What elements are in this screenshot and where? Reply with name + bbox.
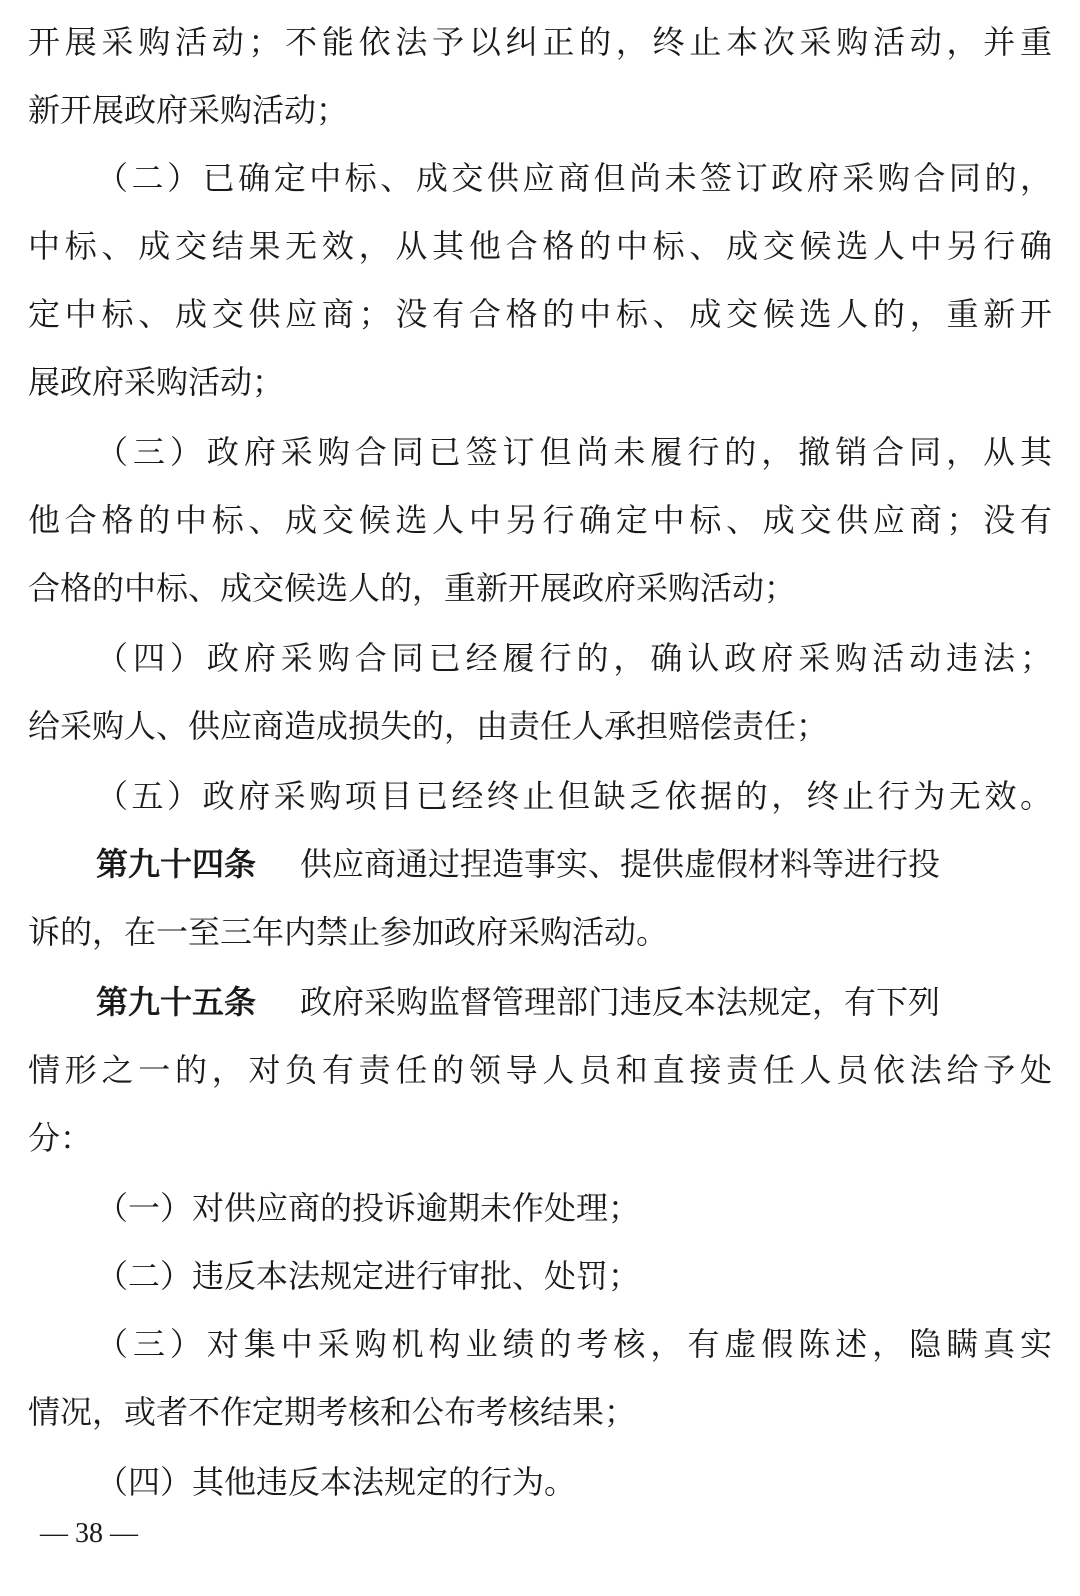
- text-line: 定中标、成交供应商；没有合格的中标、成交候选人的，重新开: [28, 295, 1052, 333]
- text-line: 情况，或者不作定期考核和公布考核结果；: [28, 1393, 637, 1431]
- text-line: 新开展政府采购活动；: [28, 91, 349, 129]
- article-95-line: [28, 968, 1052, 1036]
- text-line: （二）已确定中标、成交供应商但尚未签订政府采购合同的，: [96, 159, 1052, 197]
- page-number: — 38 —: [40, 1518, 138, 1549]
- text-line: （四）其他违反本法规定的行为。: [96, 1463, 577, 1501]
- article-heading: 第九十四条: [96, 845, 257, 883]
- text-line: （五）政府采购项目已经终止但缺乏依据的，终止行为无效。: [96, 777, 1052, 815]
- text-line: 合格的中标、成交候选人的，重新开展政府采购活动；: [28, 569, 797, 607]
- text-line: 给采购人、供应商造成损失的，由责任人承担赔偿责任；: [28, 707, 829, 745]
- text-line: （一）对供应商的投诉逾期未作处理；: [96, 1189, 641, 1227]
- article-text: 政府采购监督管理部门违反本法规定，有下列: [300, 983, 941, 1021]
- text-line: （四）政府采购合同已经履行的，确认政府采购活动违法；: [96, 639, 1052, 677]
- article-heading: 第九十五条: [96, 983, 257, 1021]
- text-line: （二）违反本法规定进行审批、处罚；: [96, 1257, 641, 1295]
- text-line: 开展采购活动；不能依法予以纠正的，终止本次采购活动，并重: [28, 23, 1052, 61]
- text-line: 中标、成交结果无效，从其他合格的中标、成交候选人中另行确: [28, 227, 1052, 265]
- text-line: 诉的，在一至三年内禁止参加政府采购活动。: [28, 913, 669, 951]
- article-94-line: [28, 830, 1052, 898]
- text-line: 情形之一的，对负有责任的领导人员和直接责任人员依法给予处: [28, 1051, 1052, 1089]
- text-line: 分：: [28, 1119, 93, 1157]
- text-line: （三）对集中采购机构业绩的考核，有虚假陈述，隐瞒真实: [96, 1325, 1052, 1363]
- text-line: 展政府采购活动；: [28, 363, 285, 401]
- text-line: （三）政府采购合同已签订但尚未履行的，撤销合同，从其: [96, 433, 1052, 471]
- text-line: 他合格的中标、成交候选人中另行确定中标、成交供应商；没有: [28, 501, 1052, 539]
- article-text: 供应商通过捏造事实、提供虚假材料等进行投: [300, 845, 941, 883]
